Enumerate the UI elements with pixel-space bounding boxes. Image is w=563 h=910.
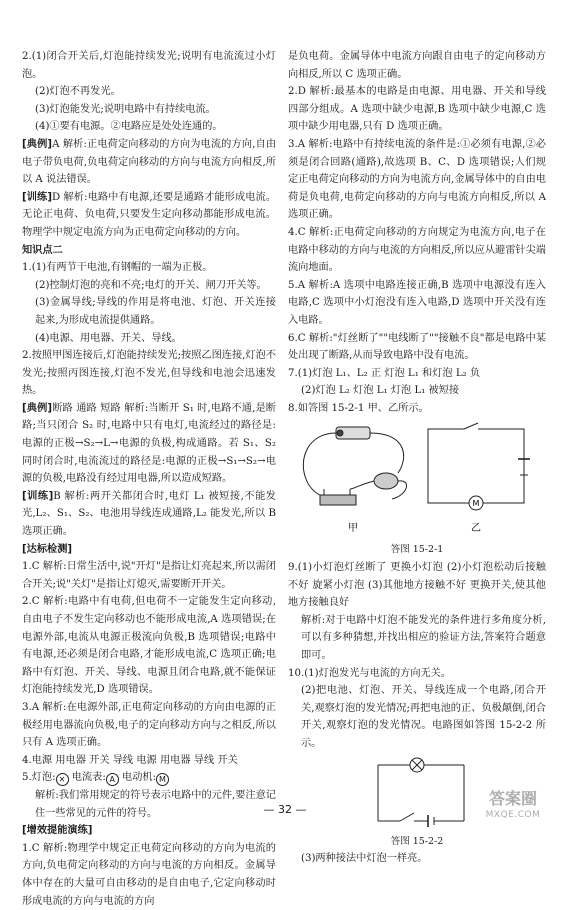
paragraph-text: [达标检测] bbox=[22, 543, 73, 555]
paragraph-text: (4)电源、用电器、开关、导线。 bbox=[35, 332, 182, 344]
paragraph-text: 1.C 解析:日常生活中,说"开灯"是指让灯亮起来,所以需闭合开关;说"关灯"是指让灯熄灭,需要断开开关。 bbox=[22, 561, 276, 590]
paragraph bbox=[22, 541, 276, 559]
paragraph-text: 6.C 解析:"灯丝断了""电线断了""接触不良"都是电路中某处出现了断路,从而导致电路中没有电流。 bbox=[288, 332, 546, 362]
paragraph bbox=[288, 612, 546, 665]
paragraph bbox=[22, 558, 276, 593]
section-tag: [训练] bbox=[22, 191, 52, 203]
paragraph bbox=[288, 400, 546, 418]
paragraph-text: 2.C 解析:电路中有电荷,但电荷不一定能发生定向移动,自由电子不发生定向移动也不能形成电流,A 选项错误;在电源外部,电流从电源正极流向负极,B 选项错误;电路中有电源,还必须是闭合电路,才能形成电流,C 选项正确;电路中有灯泡、开关、导线、电源且闭合电路,就不能保证灯泡能持续发光,D 选项错误。 bbox=[22, 596, 276, 696]
paragraph bbox=[22, 822, 276, 840]
page-number: — 32 — bbox=[263, 803, 307, 816]
paragraph-text: 是负电荷。金属导体中电流方向跟自由电子的定向移动方向相反,所以 C 选项正确。 bbox=[288, 51, 546, 80]
paragraph bbox=[288, 48, 546, 83]
left-column bbox=[22, 48, 276, 910]
paragraph bbox=[288, 277, 546, 330]
paragraph bbox=[288, 682, 546, 752]
paragraph-text: B 解析:两开关都闭合时,电灯 L₁ 被短接,不能发光,L₂、S₁、S₂、电池用导线连成通路,L₂ 能发光,所以 B 选项正确。 bbox=[22, 490, 276, 538]
paragraph-text: 4.C 解析:正电荷定向移动的方向规定为电流方向,电子在电路中移动的方向与电流的方向相反,所以应从避雷针尖端流向地面。 bbox=[288, 226, 546, 274]
right-bottom-text bbox=[288, 559, 546, 753]
figure-15-2-1 bbox=[288, 419, 546, 539]
paragraph bbox=[22, 840, 276, 910]
paragraph-text: 断路 通路 短路 解析:当断开 S₁ 时,电路不通,是断路;当只闭合 S₂ 时,电路中只有电灯,电流经过的路径是:电源的正极→S₂→L→电源的负极,构成通路。若 S₁、S₂ 同时闭合时,电流流过的路径是:电源的正极→S₁→S₂→电源的负极,电路没有经过用电器,所以造成短路。 bbox=[22, 402, 276, 485]
paragraph-text: (2)把电池、灯泡、开关、导线连成一个电路,闭合开关,观察灯泡的发光情况;再把电池的正、负极颠倒,闭合开关,观察灯泡的发光情况。电路图如答图 15-2-2 所示。 bbox=[301, 685, 546, 749]
paragraph-text: 8.如答图 15-2-1 甲、乙所示。 bbox=[288, 402, 429, 414]
label-jia: 甲 bbox=[348, 523, 358, 535]
paragraph-text: A 解析:正电荷定向移动的方向为电流的方向,自由电子带负电荷,负电荷定向移动的方向与电流方向相反,所以 A 说法错误。 bbox=[22, 138, 277, 186]
paragraph bbox=[288, 365, 546, 383]
paragraph-text: 1.(1)有两节干电池,有钢帽的一端为正极。 bbox=[22, 262, 213, 274]
paragraph-text: 4.电源 用电器 开关 导线 电源 用电器 导线 开关 bbox=[22, 754, 238, 766]
paragraph-text: 3.A 解析:电路中有持续电流的条件是:①必须有电源,②必须是闭合回路(通路),故选项 B、C、D 选项错误;人们规定正电荷定向移动的方向为电流方向,金属导体中的自由电荷是负电荷,电荷定向移动的方向与电流方向相反,所以 A 选项正确。 bbox=[288, 138, 546, 221]
paragraph bbox=[22, 136, 276, 189]
paragraph bbox=[22, 277, 276, 295]
paragraph bbox=[22, 189, 276, 242]
paragraph bbox=[22, 752, 276, 770]
right-column bbox=[288, 48, 546, 868]
schematic-circuit bbox=[428, 423, 530, 510]
section-tag: [典例] bbox=[22, 402, 53, 414]
paragraph bbox=[22, 400, 276, 488]
paragraph-text: (3)灯泡能发光;说明电路中有持续电流。 bbox=[35, 103, 216, 115]
paragraph bbox=[22, 347, 276, 400]
meter-symbol: M bbox=[472, 499, 480, 509]
paragraph-text: [增效提能演练] bbox=[22, 825, 93, 837]
watermark-logo: 答案圈 MXQE.COM bbox=[485, 789, 541, 820]
paragraph-text: 1.C 解析:物理学中规定正电荷定向移动的方向为电流的方向,负电荷定向移动的方向与电流的方向相反。金属导体中存在的大量可自由移动的是自由电子,它定向移动时形成电流的方向与电流的方向 bbox=[22, 842, 276, 907]
paragraph bbox=[288, 559, 546, 612]
paragraph bbox=[288, 382, 546, 400]
right-top-text bbox=[288, 48, 546, 417]
paragraph-text: 知识点二 bbox=[22, 244, 63, 256]
paragraph bbox=[22, 330, 276, 348]
circuit-schematic-2 bbox=[378, 765, 464, 827]
paragraph bbox=[288, 224, 546, 277]
paragraph bbox=[22, 787, 276, 822]
paragraph-text: 解析:对于电路中灯泡不能发光的条件进行多角度分析,可以有多种猜想,并找出相应的验证方法,答案符合题意即可。 bbox=[301, 614, 546, 662]
section-tag: [典例] bbox=[22, 138, 53, 150]
paragraph-text: 3.A 解析:在电源外部,正电荷定向移动的方向由电源的正极经用电器流向负极,电子的定向移动方向与之相反,所以只有 A 选项正确。 bbox=[22, 701, 276, 749]
paragraph-text: 10.(1)灯泡发光与电流的方向无关。 bbox=[288, 667, 452, 679]
paragraph: 5.灯泡: ✕ 电流表: A 电动机: M bbox=[22, 769, 276, 787]
paragraph bbox=[288, 330, 546, 365]
paragraph-text: (2)灯泡不再发光。 bbox=[35, 86, 121, 98]
paragraph bbox=[22, 118, 276, 136]
label-yi: 乙 bbox=[471, 523, 481, 535]
paragraph-text: 2.D 解析:最基本的电路是由电源、用电器、开关和导线四部分组成。A 选项中缺少电源,B 选项中缺少电源,C 选项中缺少用电器,只有 D 选项正确。 bbox=[288, 86, 546, 133]
paragraph bbox=[288, 850, 546, 868]
figure-caption-1: 答图 15-2-1 bbox=[390, 544, 444, 556]
right-end-text bbox=[288, 850, 546, 868]
paragraph-text: D 解析:电路中有电源,还要是通路才能形成电流。无论正电荷、负电荷,只要发生定向移动都能形成电流。物理学中规定电流方向为正电荷定向移动的方向。 bbox=[22, 191, 277, 238]
paragraph bbox=[22, 294, 276, 329]
paragraph-text: (2)灯泡 L₂ 灯泡 L₁ 灯泡 L₁ 被短接 bbox=[301, 385, 460, 397]
paragraph bbox=[22, 48, 276, 83]
section-tag: [训练] bbox=[22, 490, 54, 502]
paragraph-text: 5.A 解析:A 选项中电路连接正确,B 选项中电源没有连入电路,C 选项中小灯泡没有连入电路,D 选项中开关没有连入电路。 bbox=[288, 279, 546, 326]
paragraph bbox=[22, 259, 276, 277]
paragraph bbox=[22, 83, 276, 101]
paragraph bbox=[288, 136, 546, 224]
paragraph-text: (3)两种接法中灯泡一样亮。 bbox=[301, 853, 428, 865]
paragraph-text: 解析:我们常用规定的符号表示电路中的元件,要注意记住一些常见的元件的符号。 bbox=[35, 789, 276, 819]
paragraph bbox=[22, 699, 276, 752]
figure-caption-2: 答图 15-2-2 bbox=[390, 835, 444, 847]
paragraph bbox=[22, 242, 276, 260]
paragraph-text: (4)①要有电源。②电路应是处处连通的。 bbox=[35, 121, 223, 133]
paragraph bbox=[22, 101, 276, 119]
paragraph bbox=[22, 593, 276, 699]
paragraph-text: (2)控制灯泡的亮和不亮;电灯的开关、闸刀开关等。 bbox=[35, 279, 267, 291]
paragraph bbox=[22, 488, 276, 541]
paragraph-text: 2.(1)闭合开关后,灯泡能持续发光;说明有电流流过小灯泡。 bbox=[22, 51, 276, 80]
paragraph bbox=[288, 83, 546, 136]
paragraph-text: (3)金属导线;导线的作用是将电池、灯泡、开关连接起来,为形成电流提供通路。 bbox=[35, 297, 276, 326]
paragraph-text: 2.按照甲图连接后,灯泡能持续发光;按照乙图连接,灯泡不发光;按照丙图连接,灯泡不发光,但导线和电池会迅速发热。 bbox=[22, 350, 276, 397]
physical-circuit-drawing bbox=[303, 427, 406, 505]
paragraph-text: 9.(1)小灯泡灯丝断了 更换小灯泡 (2)小灯泡松动后接触不好 旋紧小灯泡 (3)其他地方接触不好 更换开关,使其他地方接触良好 bbox=[288, 562, 546, 609]
lamp-icon bbox=[410, 758, 424, 772]
paragraph-text: 7.(1)灯泡 L₁、L₂ 正 灯泡 L₁ 和灯泡 L₂ 负 bbox=[288, 367, 481, 379]
paragraph bbox=[288, 665, 546, 683]
